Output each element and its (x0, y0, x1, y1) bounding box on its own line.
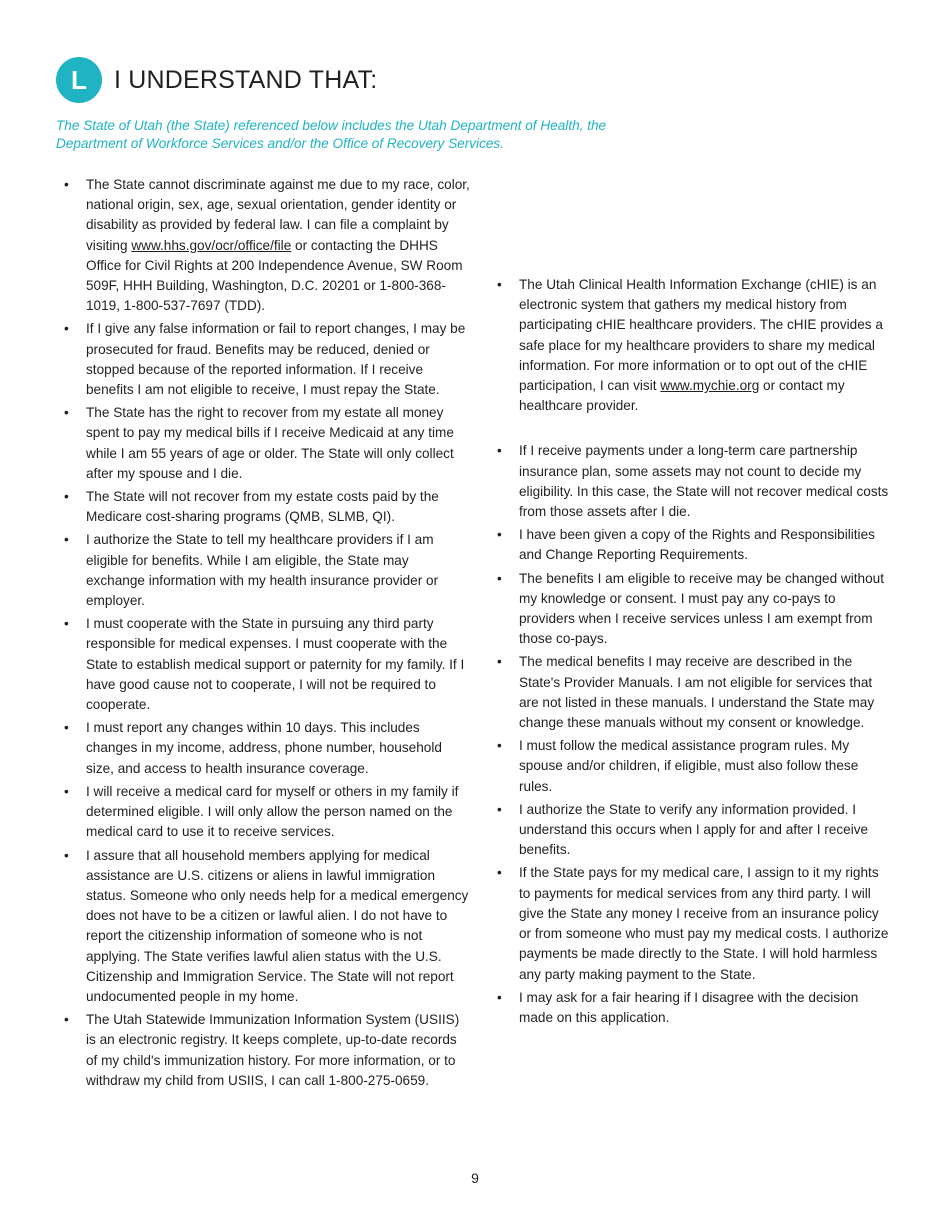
section-title: I UNDERSTAND THAT: (114, 65, 378, 94)
intro-note: The State of Utah (the State) referenced below includes the Utah Department of Health, the Department of Workforce Services and/or the Office of Recovery Services. (56, 118, 607, 151)
list-item-text: The benefits I am eligible to receive may be changed without my knowledge or consent. I must pay any co-pays to providers when I receive services unless I am exempt from those co-pays. (519, 570, 884, 647)
list-item-text: If I give any false information or fail to report changes, I may be prosecuted for fraud. Benefits may be reduced, denied or stopped because of the reported information. If I receive benefits I am not eligible to receive, I must repay the State. (86, 321, 466, 398)
list-item-text: I authorize the State to tell my healthcare providers if I am eligible for benefits. While I am eligible, the State may exchange information with my health insurance provider or employer. (86, 532, 439, 609)
list-item (56, 718, 471, 779)
page-number: 9 (471, 1170, 479, 1186)
list-item-text: I must report any changes within 10 days. This includes changes in my income, address, phone number, household size, and access to health insurance coverage. (86, 720, 442, 776)
list-item-text: I must cooperate with the State in pursuing any third party responsible for medical expenses. I must cooperate with the State to establish medical support or paternity for my family. If I have good cause not to cooperate, I will not be required to cooperate. (86, 616, 465, 713)
list-item (489, 736, 891, 797)
list-item-text: I have been given a copy of the Rights and Responsibilities and Change Reporting Requirements. (519, 527, 875, 563)
list-item (489, 800, 891, 861)
list-item (56, 487, 471, 527)
list-item (489, 569, 891, 650)
section-header (56, 57, 377, 103)
list-item-text: If I receive payments under a long-term care partnership insurance plan, some assets may not count to decide my eligibility. In this case, the State will not recover medical costs from those assets after I die. (519, 443, 889, 520)
list-item-text: I will receive a medical card for myself or others in my family if determined eligible. I will only allow the person named on the medical card to use it to receive services. (86, 783, 459, 840)
list-item-text: I authorize the State to verify any information provided. I understand this occurs when I apply for and after I receive benefits. (519, 801, 869, 858)
list-item-link[interactable]: www.mychie.org (660, 378, 760, 394)
list-item (489, 525, 891, 565)
list-item (489, 652, 891, 733)
list-item-text: I must follow the medical assistance program rules. My spouse and/or children, if eligible, must also follow these rules. (519, 738, 859, 794)
right-column-list (489, 275, 891, 1031)
list-item-text: The Utah Clinical Health Information Exchange (cHIE) is an electronic system that gathers my medical history from participating cHIE healthcare providers. The cHIE provides a safe place for my healthcare providers to share my medical information. For more information or to opt out of the cHIE participation, I can visit (519, 277, 883, 394)
list-item-link[interactable]: www.hhs.gov/ocr/office/file (131, 237, 292, 253)
list-item (56, 614, 471, 715)
list-item (489, 275, 891, 416)
list-item-text: If the State pays for my medical care, I assign to it my rights to payments for medical services from any third party. I will give the State any money I receive from an insurance policy or from someone who must pay my medical costs. I authorize payments be made directly to the State. I will hold harmless any party making payment to the State. (519, 865, 889, 982)
left-column-list (56, 175, 471, 1094)
list-item (56, 1010, 471, 1091)
list-item-text: I assure that all household members applying for medical assistance are U.S. citizens or aliens in lawful immigration status. Someone who only needs help for a medical emergency does not have to be a citizen or lawful alien. I do not have to report the citizenship information of someone who is not applying. The State verifies lawful alien status with the U.S. Citizenship and Immigration Service. The State will not report undocumented people in my home. (86, 847, 469, 1004)
list-item-text: The State cannot discriminate against me due to my race, color, national origin, sex, age, sexual orientation, gender identity or disability as provided by federal law. I can file a complaint by visiting (86, 177, 470, 253)
list-item-text: or contacting the DHHS Office for Civil Rights at 200 Independence Avenue, SW Room 509F, HHH Building, Washington, D.C. 20201 or 1-800-368-1019, 1-800-537-7697 (TDD). (86, 237, 463, 314)
list-item-text: The medical benefits I may receive are described in the State's Provider Manuals. I am not eligible for services that are not listed in these manuals. I understand the State may change these manuals without my consent or knowledge. (519, 654, 875, 731)
list-item-text: I may ask for a fair hearing if I disagree with the decision made on this application. (519, 989, 859, 1025)
list-item (56, 530, 471, 611)
list-item (489, 441, 891, 522)
list-item-text: The Utah Statewide Immunization Information System (USIIS) is an electronic registry. It keeps complete, up-to-date records of my child's immunization history. For more information, or to withdraw my child from USIIS, I can call 1-800-275-0659. (86, 1012, 460, 1088)
list-item (56, 846, 471, 1008)
list-item (56, 403, 471, 484)
list-item (489, 863, 891, 984)
list-item-text: The State will not recover from my estate costs paid by the Medicare cost-sharing programs (QMB, SLMB, QI). (86, 489, 439, 525)
list-item (56, 782, 471, 843)
list-item-text: The State has the right to recover from my estate all money spent to pay my medical bills if I receive Medicaid at any time while I am 55 years of age or older. The State will only collect after my spouse and I die. (86, 405, 454, 481)
section-letter-badge: L (56, 57, 102, 103)
list-item (56, 175, 471, 316)
list-item-text: or contact my healthcare provider. (519, 378, 845, 414)
list-item (56, 319, 471, 400)
list-item (489, 988, 891, 1028)
